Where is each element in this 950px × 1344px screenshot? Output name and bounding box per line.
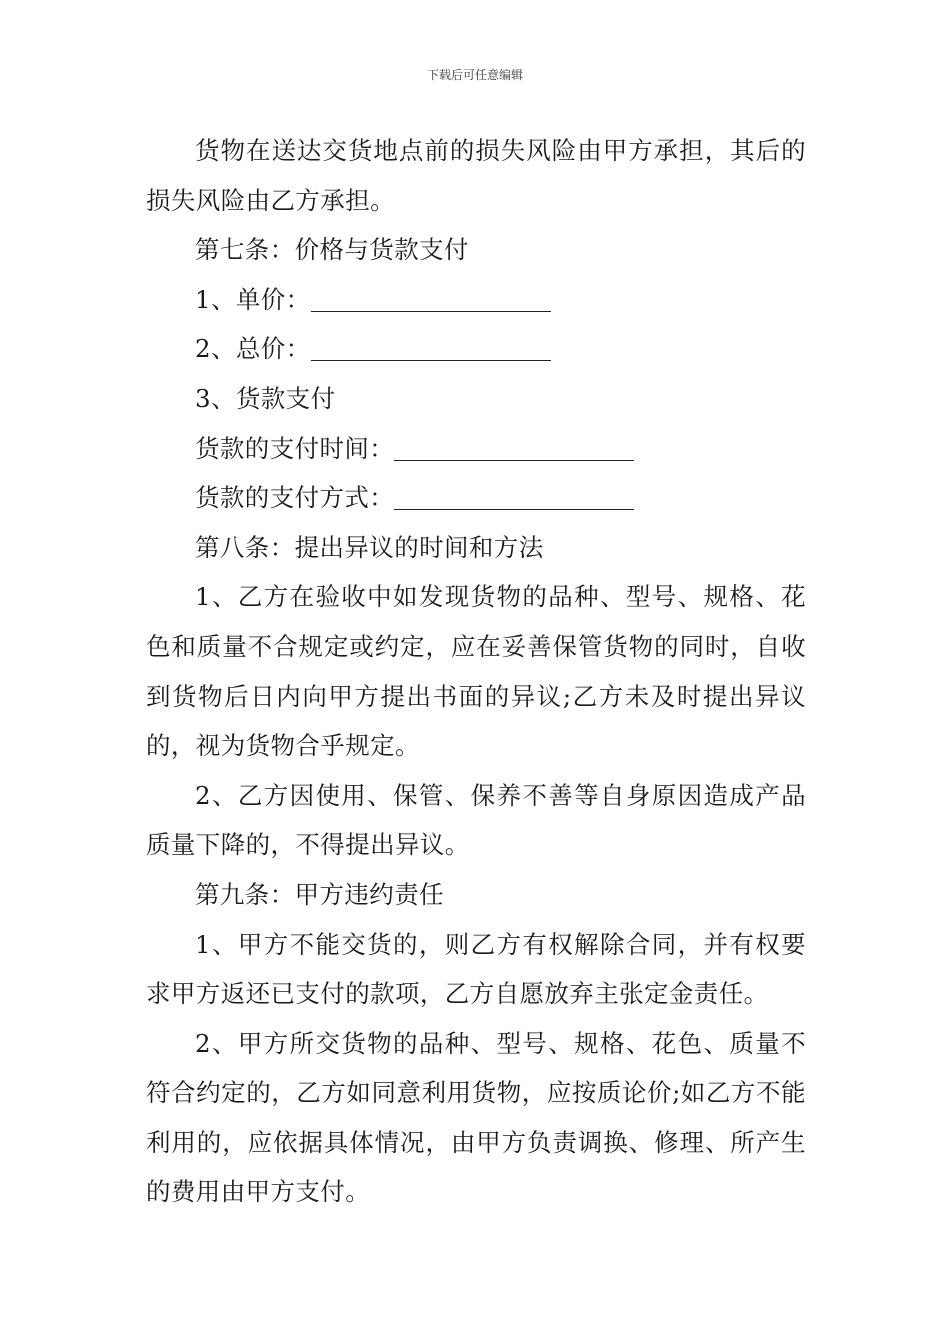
risk-transfer-paragraph: 货物在送达交货地点前的损失风险由甲方承担，其后的损失风险由乙方承担。 bbox=[146, 136, 806, 215]
payment-time-label: 货款的支付时间： bbox=[195, 433, 395, 463]
article-9-heading: 第九条：甲方违约责任 bbox=[195, 879, 444, 909]
payment-heading: 3、货款支付 bbox=[195, 383, 336, 413]
payment-time-line bbox=[146, 424, 806, 474]
payment-method-label: 货款的支付方式： bbox=[195, 483, 395, 513]
payment-method-line bbox=[146, 473, 806, 523]
unit-price-label: 1、单价： bbox=[195, 284, 311, 314]
article-7-heading: 第七条：价格与货款支付 bbox=[195, 235, 469, 265]
unit-price-blank bbox=[311, 291, 551, 312]
payment-method-blank bbox=[394, 489, 634, 510]
article-9-clause-1: 1、甲方不能交货的，则乙方有权解除合同，并有权要求甲方返还已支付的款项，乙方自愿放弃主张定金责任。 bbox=[146, 929, 806, 1009]
payment-time-blank bbox=[394, 440, 634, 461]
article-8-heading: 第八条：提出异议的时间和方法 bbox=[195, 532, 544, 562]
unit-price-line bbox=[146, 275, 806, 325]
total-price-blank bbox=[311, 340, 551, 361]
total-price-label: 2、总价： bbox=[195, 334, 311, 364]
page-header-note: 下载后可任意编辑 bbox=[426, 68, 523, 82]
document-body bbox=[146, 126, 806, 1217]
total-price-line bbox=[146, 324, 806, 374]
article-9-clause-2: 2、甲方所交货物的品种、型号、规格、花色、质量不符合约定的，乙方如同意利用货物，应按质论价;如乙方不能利用的，应依据具体情况，由甲方负责调换、修理、所产生的费用由甲方支付。 bbox=[146, 1028, 806, 1207]
article-8-clause-2: 2、乙方因使用、保管、保养不善等自身原因造成产品质量下降的，不得提出异议。 bbox=[146, 780, 806, 860]
article-8-clause-1: 1、乙方在验收中如发现货物的品种、型号、规格、花色和质量不合规定或约定，应在妥善保管货物的同时，自收到货物后日内向甲方提出书面的异议;乙方未及时提出异议的，视为货物合乎规定。 bbox=[146, 582, 806, 761]
